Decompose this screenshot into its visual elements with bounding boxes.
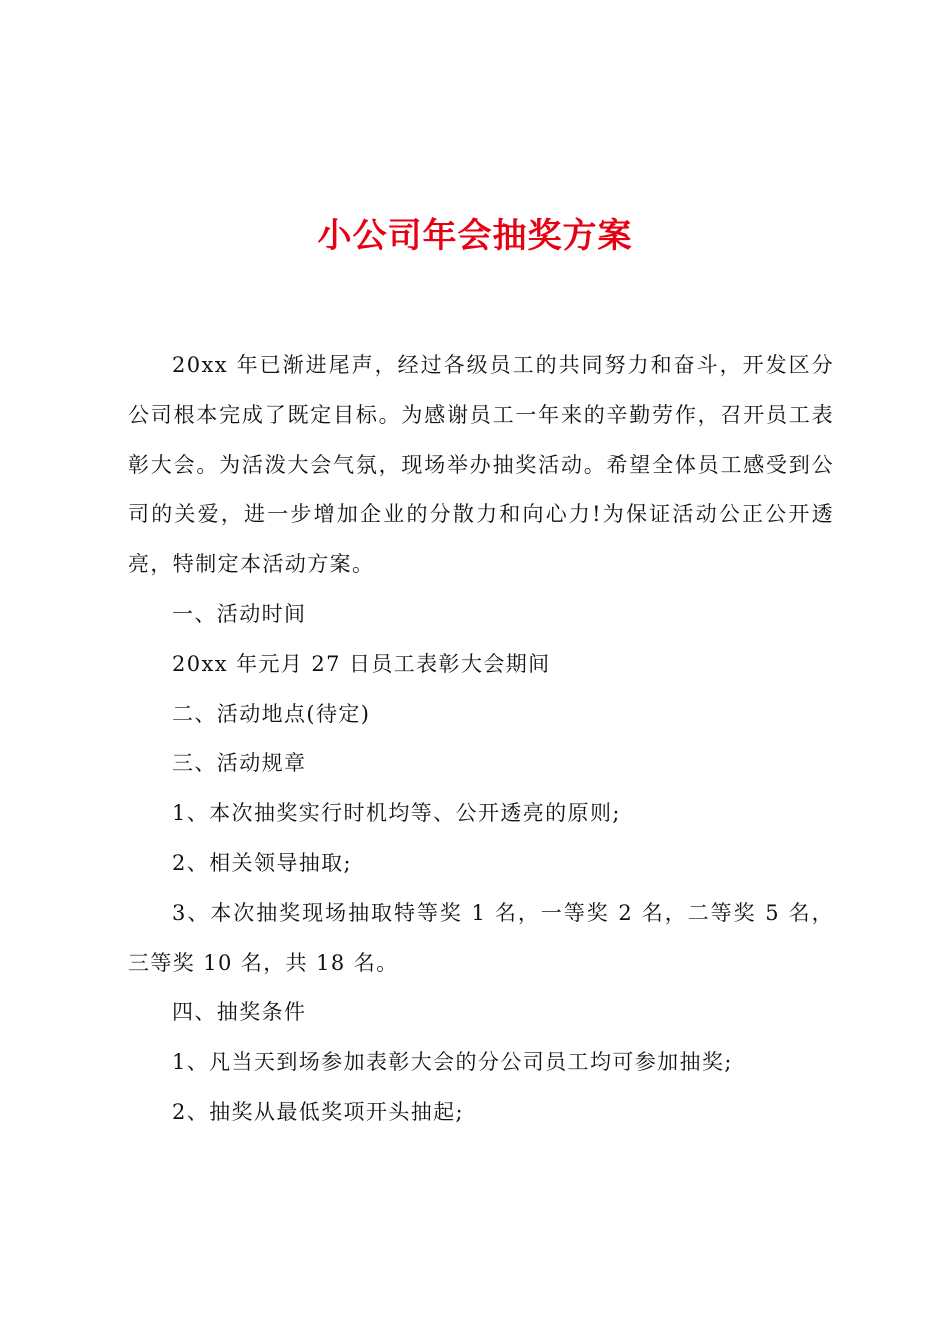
section-heading-location: 二、活动地点(待定) (172, 701, 371, 726)
event-time-text: 20xx 年元月 27 日员工表彰大会期间 (172, 651, 551, 676)
condition-item-1: 1、凡当天到场参加表彰大会的分公司员工均可参加抽奖; (172, 1050, 733, 1075)
rule-item-3: 3、本次抽奖现场抽取特等奖 1 名，一等奖 2 名，二等奖 5 名，三等奖 10 名，共 18 名。 (128, 900, 834, 975)
section-heading-conditions: 四、抽奖条件 (172, 1000, 307, 1025)
section-heading-rules: 三、活动规章 (172, 751, 307, 776)
rule-item-2: 2、相关领导抽取; (172, 850, 353, 875)
intro-paragraph: 20xx 年已渐进尾声，经过各级员工的共同努力和奋斗，开发区分公司根本完成了既定目标。为感谢员工一年来的辛勤劳作，召开员工表彰大会。为活泼大会气氛，现场举办抽奖活动。希望全体员工感受到公司的关爱，进一步增加企业的分散力和向心力!为保证活动公正公开透亮，特制定本活动方案。 (128, 353, 834, 577)
document-body (128, 341, 834, 1138)
rule-item-1: 1、本次抽奖实行时机均等、公开透亮的原则; (172, 801, 621, 826)
condition-item-2: 2、抽奖从最低奖项开头抽起; (172, 1099, 465, 1124)
document-title: 小公司年会抽奖方案 (317, 216, 633, 256)
section-heading-time: 一、活动时间 (172, 601, 307, 626)
